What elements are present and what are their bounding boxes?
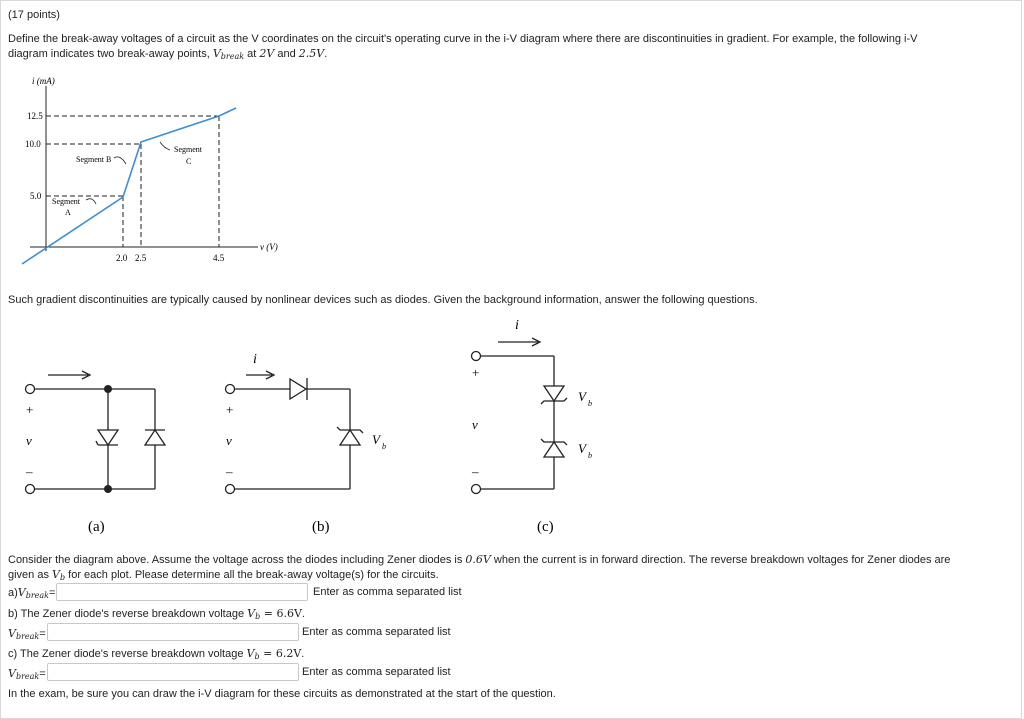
segment-b-arrow [114, 157, 126, 164]
answer-a-input[interactable] [56, 583, 308, 601]
vbreak-subscript: break [220, 52, 245, 61]
y-tick-label: 10.0 [25, 139, 41, 149]
vb-label: V [578, 441, 586, 456]
circuits-svg [10, 311, 632, 541]
equals-sign: = [49, 587, 56, 599]
operating-curve [22, 108, 236, 264]
iv-diagram-svg [10, 66, 282, 280]
qc-text-pre: c) The Zener diode's reverse breakdown voltage [8, 648, 247, 660]
segment-a-label: Segment [52, 197, 80, 206]
circuit-c [472, 338, 568, 494]
y-axis-label: i (mA) [32, 76, 55, 86]
vb-subscript: b [588, 399, 592, 408]
qc-period: . [301, 648, 305, 660]
x-axis-label: v (V) [260, 242, 278, 252]
plus-sign: + [472, 365, 480, 380]
intro-at: at [244, 48, 260, 60]
answer-b-input[interactable] [47, 623, 299, 641]
vbreak-subscript: break [25, 591, 50, 600]
vb-subscript: b [588, 451, 592, 460]
vbreak-symbol: V [8, 667, 16, 680]
voltage-label: v [472, 417, 478, 432]
x-tick-label: 2.0 [116, 253, 128, 263]
forward-voltage: 0.6V [465, 553, 491, 566]
points-label: (17 points) [8, 9, 60, 21]
caption-c: (c) [537, 519, 554, 535]
intro-line-1 [8, 31, 1018, 47]
answer-a-hint: Enter as comma separated list [313, 586, 462, 598]
vbreak-symbol: V [8, 627, 16, 640]
current-label: i [515, 318, 519, 333]
qb-text-pre: b) The Zener diode's reverse breakdown voltage [8, 608, 248, 620]
break-value-2: 2.5V [298, 47, 325, 60]
minus-sign: – [226, 464, 233, 479]
x-tick-label: 2.5 [135, 253, 147, 263]
iv-diagram [10, 66, 282, 280]
voltage-label: v [26, 433, 32, 448]
y-tick-label: 12.5 [27, 111, 43, 121]
node-dot [104, 385, 112, 393]
vb-subscript: b [255, 612, 261, 621]
qa-label [8, 585, 55, 604]
vb-subscript: b [382, 442, 386, 451]
qb-label [8, 626, 46, 645]
intro-and: and [274, 48, 299, 60]
plus-sign: + [26, 402, 34, 417]
intro-period: . [324, 48, 328, 60]
circuit-b [226, 371, 364, 494]
y-tick-label: 5.0 [30, 191, 42, 201]
segment-a-arrow [86, 199, 96, 204]
qc-vb-value: = 6.2V [259, 647, 302, 660]
vb-symbol: V [246, 647, 255, 660]
vb-label: V [372, 432, 380, 447]
consider-line-1 [8, 552, 1018, 568]
mid-text: Such gradient discontinuities are typically caused by nonlinear devices such as diodes. Given the background information, answer the following questions. [8, 294, 758, 306]
minus-sign: – [472, 464, 479, 479]
segment-c-label: Segment [174, 145, 202, 154]
segment-c-arrow [160, 142, 170, 150]
segment-a-label-letter: A [65, 208, 71, 217]
vbreak-symbol: V [212, 47, 221, 60]
qc-label [8, 666, 46, 685]
x-tick-label: 4.5 [213, 253, 225, 263]
consider-text-4: for each plot. Please determine all the break-away voltage(s) for the circuits. [65, 569, 439, 581]
consider-text-2: when the current is in forward direction. The reverse breakdown voltages for Zener diodes are [490, 554, 951, 566]
vbreak-subscript: break [15, 672, 40, 681]
vb-symbol: V [52, 568, 60, 581]
vbreak-subscript: break [15, 632, 40, 641]
qb-vb-value: = 6.6V [260, 607, 302, 620]
answer-c-hint: Enter as comma separated list [302, 666, 451, 678]
qa-prefix: a) [8, 587, 18, 599]
vb-label: V [578, 389, 586, 404]
qb-period: . [301, 608, 305, 620]
equals-sign: = [39, 628, 46, 640]
consider-text: Consider the diagram above. Assume the voltage across the diodes including Zener diodes is [8, 554, 466, 566]
vbreak-symbol: V [17, 586, 26, 599]
circuits-figure [10, 311, 632, 541]
current-label: i [253, 352, 257, 367]
caption-a: (a) [88, 519, 105, 535]
circuit-a [26, 371, 166, 494]
voltage-label: v [226, 433, 232, 448]
segment-b-label: Segment B [76, 155, 112, 164]
intro-text-2: diagram indicates two break-away points, [8, 48, 213, 60]
minus-sign: – [26, 464, 33, 479]
vb-subscript: b [59, 573, 66, 582]
answer-b-hint: Enter as comma separated list [302, 626, 451, 638]
intro-text: Define the break-away voltages of a circuit as the V coordinates on the circuit's operating curve in the i-V diagram where there are discontinuities in gradient. For example, the following i-V [8, 33, 918, 45]
caption-b: (b) [312, 519, 330, 535]
footer-note: In the exam, be sure you can draw the i-V diagram for these circuits as demonstrated at the start of the question. [8, 688, 556, 700]
consider-text-3: given as [8, 569, 53, 581]
intro-line-2 [8, 46, 1018, 65]
vb-subscript: b [254, 652, 260, 661]
plus-sign: + [226, 402, 234, 417]
vb-symbol: V [247, 607, 256, 620]
break-value-1: 2V [259, 47, 275, 60]
segment-c-label-letter: C [186, 157, 192, 166]
answer-c-input[interactable] [47, 663, 299, 681]
equals-sign: = [39, 668, 46, 680]
node-dot [104, 485, 112, 493]
